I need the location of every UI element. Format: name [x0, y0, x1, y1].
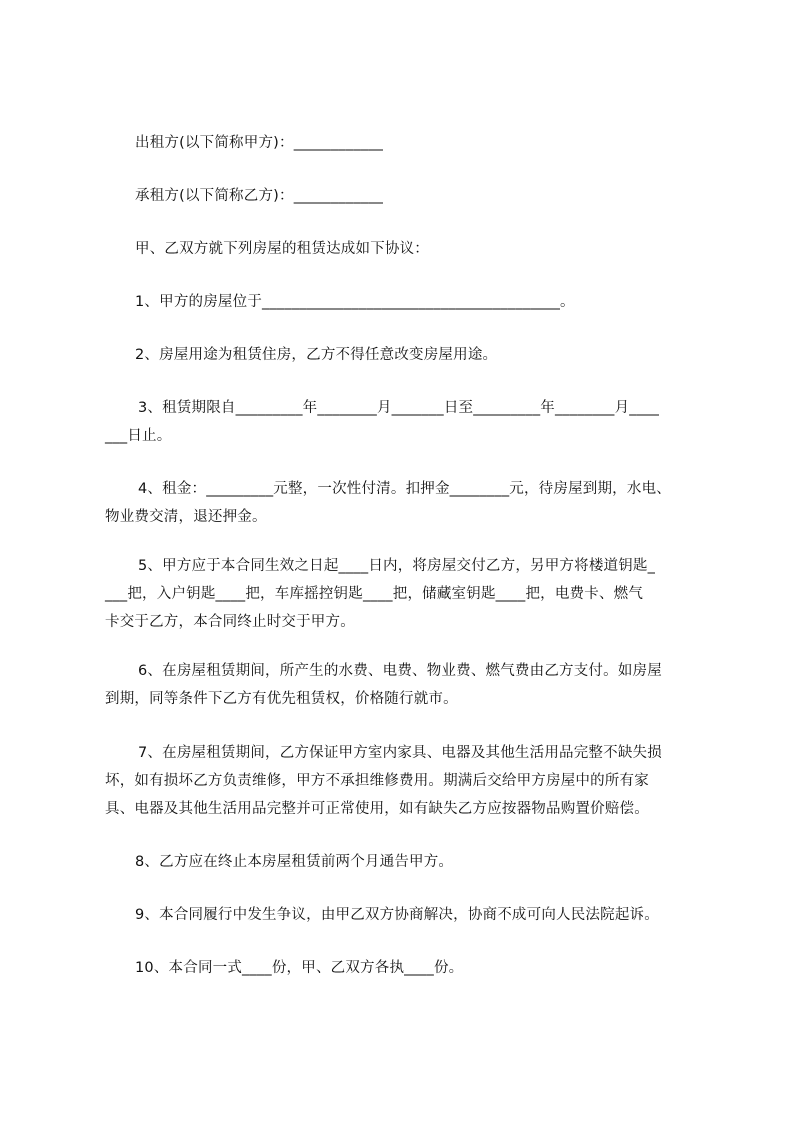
lessee-line: 承租方(以下简称乙方)：____________ — [135, 188, 384, 204]
clause-3-line-1: 3、租赁期限自_________年________月_______日至_________年________月____ — [138, 400, 660, 416]
clause-9: 9、本合同履行中发生争议，由甲乙双方协商解决，协商不成可向人民法院起诉。 — [135, 907, 659, 923]
clause-6-line-2: 到期，同等条件下乙方有优先租赁权，价格随行就市。 — [105, 691, 458, 707]
agreement-intro: 甲、乙双方就下列房屋的租赁达成如下协议： — [135, 241, 429, 257]
clause-7-line-2: 坏，如有损坏乙方负责维修，甲方不承担维修费用。期满后交给甲方房屋中的所有家 — [105, 773, 649, 789]
clause-5-line-3: 卡交于乙方，本合同终止时交于甲方。 — [105, 614, 355, 630]
clause-4-line-1: 4、租金：_________元整，一次性付清。扣押金________元，待房屋到期，水电、 — [138, 481, 671, 497]
clause-4-line-2: 物业费交清，退还押金。 — [105, 509, 267, 525]
clause-10: 10、本合同一式____份，甲、乙双方各执____份。 — [135, 960, 464, 976]
clause-5-line-2: ___把，入户钥匙____把，车库摇控钥匙____把，储藏室钥匙____把，电费卡、燃气 — [105, 586, 644, 602]
clause-8: 8、乙方应在终止本房屋租赁前两个月通告甲方。 — [135, 854, 454, 870]
clause-2: 2、房屋用途为租赁住房，乙方不得任意改变房屋用途。 — [135, 347, 498, 363]
clause-1: 1、甲方的房屋位于________________________________________。 — [135, 294, 575, 310]
clause-7-line-3: 具、电器及其他生活用品完整并可正常使用，如有缺失乙方应按器物品购置价赔偿。 — [105, 801, 649, 817]
clause-7-line-1: 7、在房屋租赁期间，乙方保证甲方室内家具、电器及其他生活用品完整不缺失损 — [138, 745, 662, 761]
clause-6-line-1: 6、在房屋租赁期间，所产生的水费、电费、物业费、燃气费由乙方支付。如房屋 — [138, 663, 662, 679]
clause-5-line-1: 5、甲方应于本合同生效之日起____日内，将房屋交付乙方，另甲方将楼道钥匙_ — [138, 558, 656, 574]
clause-3-line-2: ___日止。 — [105, 428, 172, 444]
lessor-line: 出租方(以下简称甲方)：____________ — [135, 135, 384, 151]
